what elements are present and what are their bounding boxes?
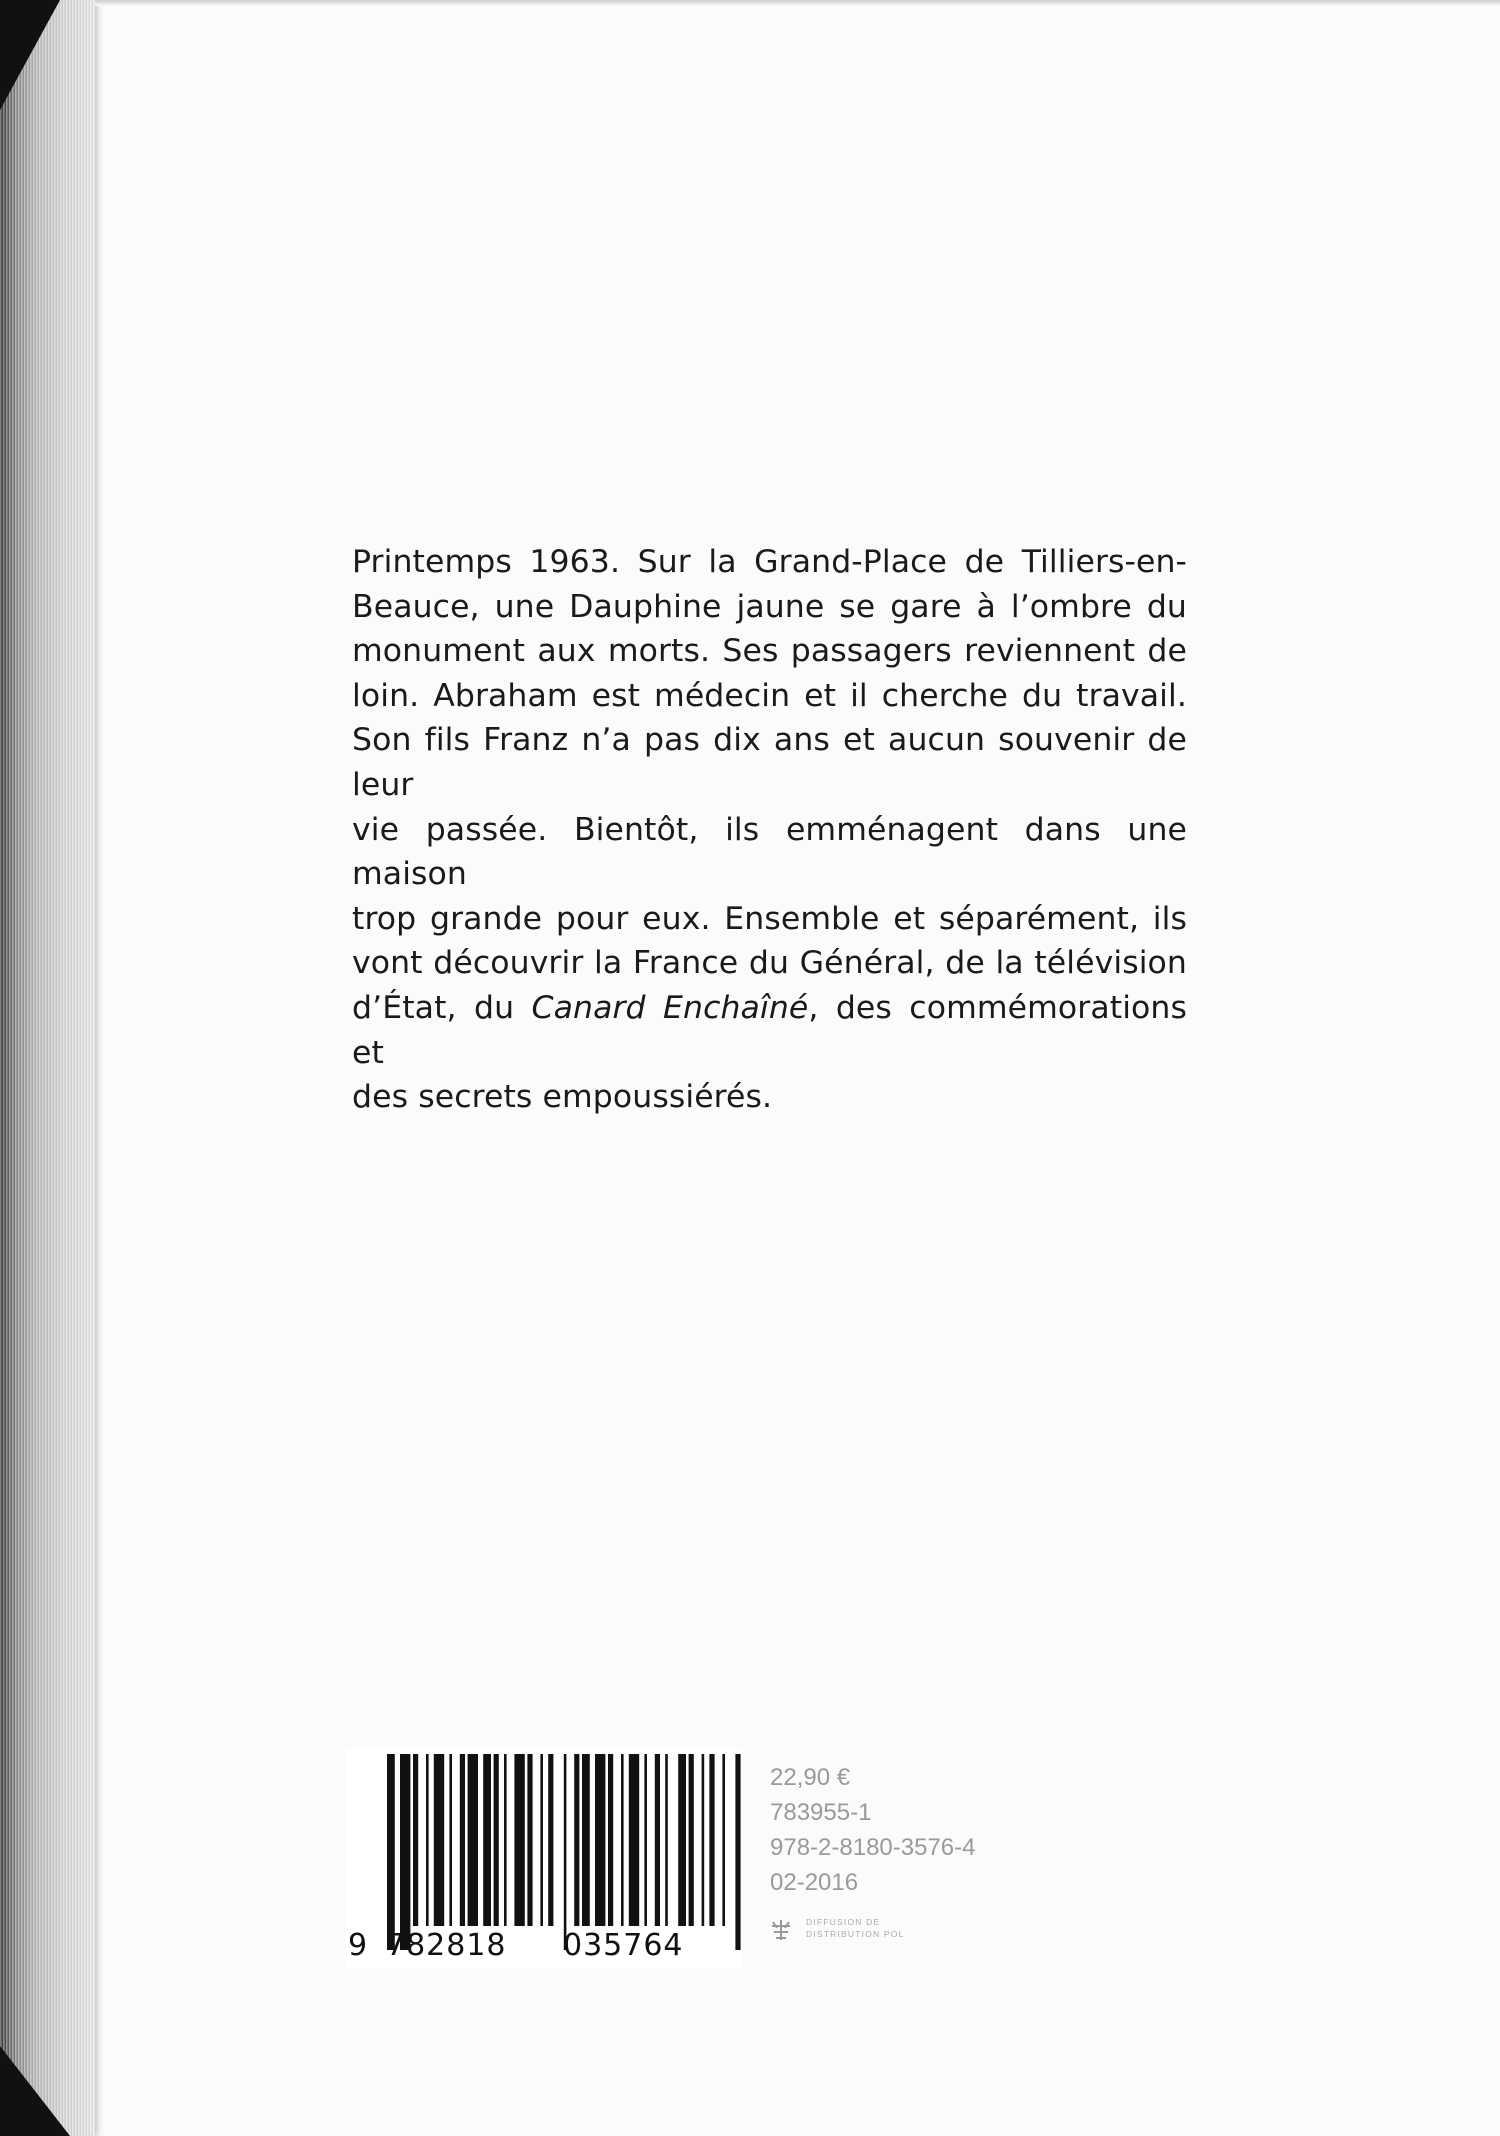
synopsis-line: Beauce, une Dauphine jaune se gare à l’ombre du xyxy=(352,588,1187,625)
barcode-bar xyxy=(449,1754,452,1926)
barcode-bar xyxy=(504,1754,507,1926)
barcode-bar xyxy=(494,1754,499,1926)
publisher-logo-icon xyxy=(768,1918,794,1942)
barcode-bar xyxy=(629,1754,639,1926)
bibliographic-info xyxy=(770,1760,976,1900)
barcode-bar xyxy=(702,1754,705,1926)
barcode-bar xyxy=(540,1754,543,1926)
publisher-text xyxy=(806,1916,905,1940)
cover-top-edge xyxy=(95,0,1500,6)
barcode-bar xyxy=(678,1754,686,1926)
barcode-bar xyxy=(595,1754,605,1926)
synopsis-line: Son fils Franz n’a pas dix ans et aucun souvenir de leur xyxy=(352,722,1187,803)
barcode-bar xyxy=(527,1754,532,1926)
barcode-bar xyxy=(483,1754,491,1926)
synopsis-line: monument aux morts. Ses passagers reviennent de xyxy=(352,633,1187,670)
barcode-bar xyxy=(722,1754,725,1926)
synopsis-line: vie passée. Bientôt, ils emménagent dans une maison xyxy=(352,811,1187,893)
synopsis-line: trop grande pour eux. Ensemble et séparément, ils xyxy=(352,900,1187,937)
barcode-bar xyxy=(426,1754,429,1926)
barcode-bar xyxy=(621,1754,624,1926)
barcode-bar xyxy=(608,1754,613,1926)
synopsis-line: vont découvrir la France du Général, de la télévision xyxy=(352,945,1187,982)
barcode-lead-digit: 9 xyxy=(348,1928,369,1963)
barcode-bar xyxy=(655,1754,660,1926)
publisher-line: DISTRIBUTION POL xyxy=(806,1929,905,1939)
barcode-bar xyxy=(574,1754,579,1926)
barcode-bar xyxy=(564,1754,567,1950)
barcode-digits-right: 035764 xyxy=(563,1928,684,1963)
barcode-bar xyxy=(434,1754,444,1926)
synopsis-fragment: , des commémorations et xyxy=(352,989,1187,1071)
synopsis-line: des secrets empoussiérés. xyxy=(352,1079,773,1116)
publisher-line: DIFFUSION DE xyxy=(806,1917,881,1927)
publication-date: 02-2016 xyxy=(770,1869,859,1896)
barcode-bar xyxy=(387,1754,395,1950)
book-spine-edge xyxy=(0,0,95,2136)
synopsis-line xyxy=(352,986,1187,1075)
barcode-digits-left: 782818 xyxy=(386,1928,507,1963)
background-shadow-top xyxy=(0,0,60,110)
background-shadow-bottom xyxy=(0,2046,70,2136)
barcode-bar xyxy=(460,1754,465,1926)
synopsis-line: loin. Abraham est médecin et il cherche du travail. xyxy=(352,677,1187,714)
newspaper-title: Canard Enchaîné xyxy=(531,989,809,1026)
synopsis-line: Printemps 1963. Sur la Grand-Place de Tilliers-en- xyxy=(352,544,1187,580)
barcode-bar xyxy=(514,1754,524,1926)
synopsis-fragment: d’État, du xyxy=(352,989,532,1026)
barcode-bar xyxy=(709,1754,714,1926)
synopsis-text xyxy=(352,540,1187,1120)
barcode-bar xyxy=(689,1754,694,1926)
barcode-bar xyxy=(735,1754,740,1950)
barcode-bar xyxy=(468,1754,478,1926)
barcode-bar xyxy=(548,1754,553,1926)
isbn: 978-2-8180-3576-4 xyxy=(770,1834,976,1861)
barcode-bar xyxy=(582,1754,590,1926)
price: 22,90 € xyxy=(770,1764,851,1791)
barcode-bar xyxy=(413,1754,418,1926)
product-code: 783955-1 xyxy=(770,1799,872,1826)
barcode-bar xyxy=(644,1754,647,1926)
barcode-bar xyxy=(400,1754,410,1950)
barcode-bar xyxy=(665,1754,668,1926)
